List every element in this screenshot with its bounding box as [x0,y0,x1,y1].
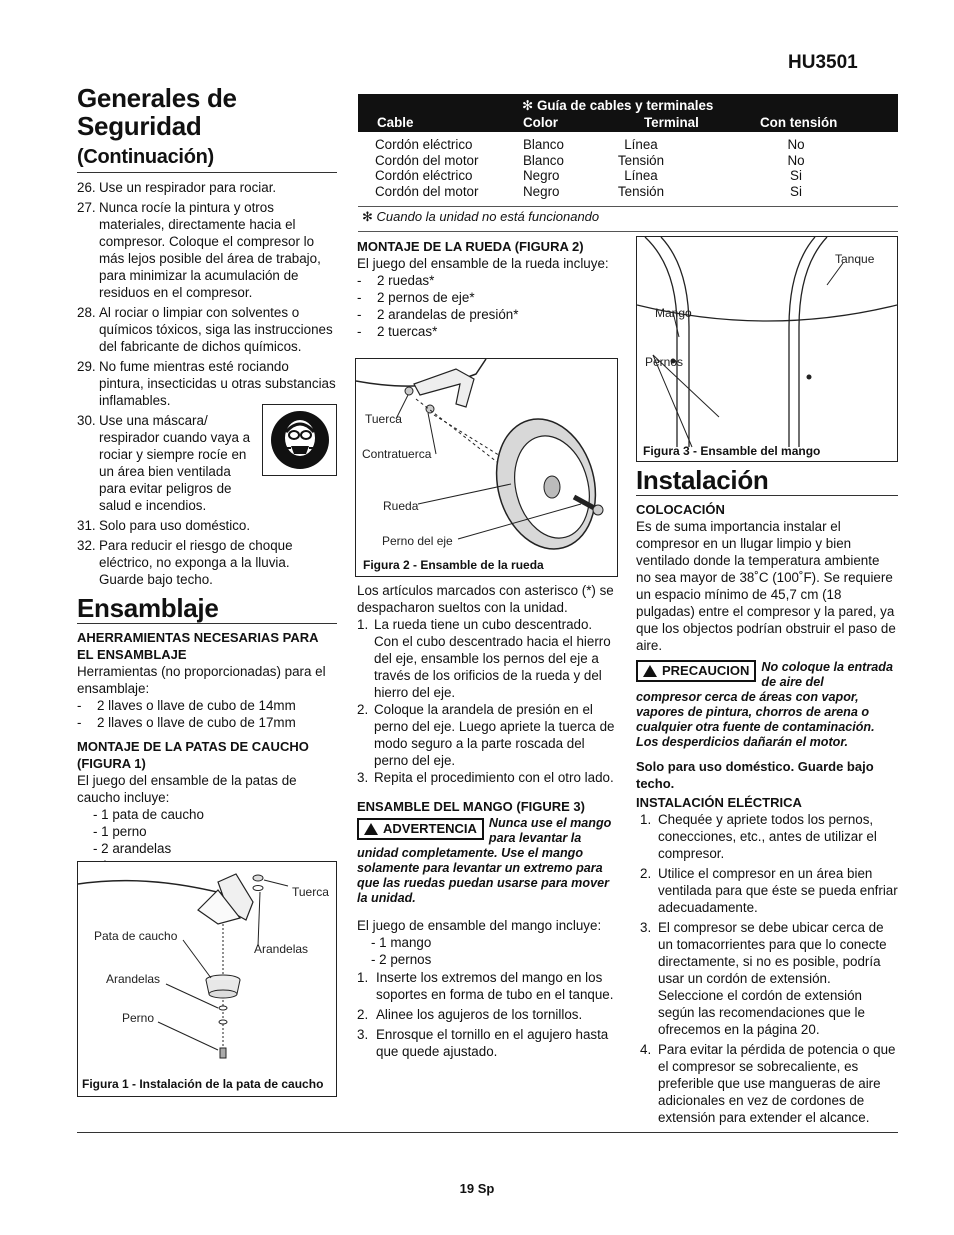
list-item [636,919,898,1038]
list-item-text: Solo para uso doméstico. [99,518,251,533]
table-cell: Negro [523,168,560,183]
middle-column [357,238,619,340]
handle-steps [357,969,619,1060]
tools-heading: AHERRAMIENTAS NECESARIAS PARA EL ENSAMBLAJE [77,630,318,662]
fig1-label-perno: Perno [122,1011,155,1025]
assembly-title: Ensamblaje [77,594,337,624]
feet-heading: MONTAJE DE LA PATAS DE CAUCHO (FIGURA 1) [77,739,309,771]
table-cell: Negro [523,183,560,199]
install-title: Instalación [636,466,898,496]
list-item [357,769,619,786]
table-cell: Tensión [617,152,665,168]
wheel-items [357,272,619,340]
list-item: - 2 arandelas [93,841,172,856]
table-cell: No [787,137,805,152]
list-item [357,1006,619,1023]
list-item [636,1041,898,1126]
list-item-text: No fume mientras esté rociando pintura, insecticidas u otras substancias inflamables. [99,359,336,408]
table-cell: Blanco [523,137,564,152]
list-item [357,701,619,769]
list-item [77,358,337,409]
list-item-text: Use una máscara/ respirador cuando vaya a rociar y siempre rocíe en un área bien ventilada para evitar peligros de salud e incendios. [99,413,251,513]
safety-list [77,179,337,588]
list-item-text: Coloque la arandela de presión en el perno del eje. Luego apriete la tuerca de modo seguro a la parte roscada del perno del eje. [374,702,615,768]
list-item-number: 2. [640,866,652,881]
handle-heading: ENSAMBLE DEL MANGO (FIGURE 3) [357,799,585,814]
list-item-text: Nunca rocíe la pintura y otros materiales, directamente hacia el compresor. Coloque el compresor lo más lejos posible del área de trabajo, para minimizar la acumulación de residuos en el compresor. [99,200,321,300]
list-item-number: 2. [357,1007,369,1022]
list-item-text: Chequée y apriete todos los pernos, conecciones, etc., antes de utilizar el compresor. [658,812,877,861]
table-cell: Cordón eléctrico [375,168,473,183]
fig2-caption: Figura 2 - Ensamble de la rueda [363,558,544,572]
fig1-label-arandelas-right: Arandelas [254,942,309,956]
table-cell: Si [790,183,802,199]
wheel-intro: El juego del ensamble de la rueda incluye: [357,256,609,271]
install-steps [636,811,898,1126]
safety-heading [77,84,337,173]
list-item [636,865,898,916]
list-item-number: 31. [77,518,96,533]
fig2-label-tuerca: Tuerca [365,412,402,426]
table-body [358,136,898,204]
wheel-steps [357,616,619,786]
caution-block [636,660,898,750]
list-item: - 1 mango [371,935,432,950]
table-cell: Cordón del motor [375,183,479,199]
tools-list [77,697,337,731]
col-header-tension: Con tensión [760,115,838,130]
wheel-note: Los artículos marcados con asterisco (*) se despacharon sueltos con la unidad. [357,583,614,615]
handle-drawing [637,237,897,461]
fig1-label-tuerca: Tuerca [292,885,329,899]
list-item [357,969,619,1003]
handle-items [357,934,619,968]
figure-2 [355,358,618,577]
table-cell: Línea [624,168,658,183]
placement-text: Es de suma importancia instalar el compresor en un llugar limpio y bien ventilado donde la temperatura ambiente no sea mayor de 38˚C (100˚F). Se requiere un espacio mínimo de 45,7 cm (18 pulgadas) entre el compresor y la pared, ya que los objectos podrían obstruir el paso de aire. [636,519,896,653]
caution-text-b: compresor cerca de áreas con vapor, vapores de pintura, chorros de arena o cualquier otra fuente de contaminación. Los desperdicios dañarán el motor. [636,690,875,749]
col-header-terminal: Terminal [644,115,699,130]
handle-warning-text-b: unidad completamente. Use el mango solamente para levantar un extremo para que las ruedas puedan usarse para mover la unidad. [357,846,609,905]
caution-text-a: No coloque la entrada de aire del [761,660,893,689]
table-cell: Si [790,168,802,183]
list-item [636,811,898,862]
wheel-heading: MONTAJE DE LA RUEDA (FIGURA 2) [357,239,584,254]
electrical-heading: INSTALACIÓN ELÉCTRICA [636,795,802,810]
page-number: 19 Sp [459,1181,495,1196]
fig3-label-mango: Mango [655,306,692,320]
advertencia-badge: ADVERTENCIA [357,818,484,840]
fig1-caption: Figura 1 - Instalación de la pata de caucho [82,1077,324,1091]
precaucion-badge: PRECAUCION [636,660,756,682]
table-cell: Blanco [523,152,564,168]
list-item-text: Use un respirador para rociar. [99,180,277,195]
figure-3 [636,236,898,462]
list-item-number: 1. [640,812,652,827]
list-item: - 2 tuercas* [357,324,438,339]
list-item-text: Repita el procedimiento con el otro lado. [374,770,614,785]
list-item-number: 3. [357,1027,369,1042]
handle-warning-text-a: Nunca use el mango para levantar la [488,816,612,845]
table-cell: Tensión [617,183,665,199]
fig3-caption: Figura 3 - Ensamble del mango [643,444,821,458]
list-item: - 1 perno [93,824,147,839]
fig2-label-perno: Perno del eje [382,534,453,548]
fig2-label-rueda: Rueda [383,499,419,513]
list-item-text: La rueda tiene un cubo descentrado. Con el cubo descentrado hacia el hierro del eje, ensamble los pernos del eje a través de los orificios de la rueda y del hierro del eje. [374,617,611,700]
table-cell: No [787,152,805,168]
list-item [357,1026,619,1060]
list-item-text: Utilice el compresor en un área bien ventilada para que éste se pueda enfriar adecuadamente. [658,866,898,915]
tools-intro: Herramientas (no proporcionadas) para el ensamblaje: [77,664,326,696]
list-item-number: 4. [640,1042,652,1057]
figure-1 [77,861,337,1097]
list-item-number: 32. [77,538,96,553]
footer-rule [77,1132,898,1133]
cable-guide-table [358,94,898,232]
list-item [77,517,337,534]
list-item: - 2 pernos de eje* [357,290,475,305]
fig2-label-contratuerca: Contratuerca [362,447,432,461]
table-title: ✻ Guía de cables y terminales [522,98,714,113]
list-item-text: Para reducir el riesgo de choque eléctrico, no exponga a la lluvia. Guarde bajo techo. [99,538,293,587]
list-item: - 2 pernos [371,952,432,967]
list-item-text: Al rociar o limpiar con solventes o químicos tóxicos, siga las instrucciones del fabricante de dichos químicos. [99,305,333,354]
table-cell: Cordón eléctrico [375,137,473,152]
fig3-label-pernos: Pernos [645,355,684,369]
safety-subtitle: (Continuación) [77,146,214,168]
list-item: - 1 pata de caucho [93,807,204,822]
feet-intro: El juego del ensamble de la patas de caucho incluye: [77,773,297,805]
fig1-label-pata: Pata de caucho [94,929,178,943]
placement-heading: COLOCACIÓN [636,502,725,517]
respirator-icon [262,404,337,476]
list-item-text: Inserte los extremos del mango en los soportes en forma de tubo en el tanque. [376,970,614,1002]
warning-triangle-icon [364,823,378,835]
list-item-number: 3. [640,920,652,935]
list-item-number: 3. [357,770,369,785]
wheel-steps-block [357,582,619,1060]
left-column [77,84,337,874]
handle-intro: El juego de ensamble del mango incluye: [357,918,602,933]
list-item-number: 28. [77,305,96,320]
list-item: - 2 ruedas* [357,273,435,288]
list-item: - 2 arandelas de presión* [357,307,519,322]
list-item-number: 27. [77,200,96,215]
list-item: - 2 llaves o llave de cubo de 14mm [77,698,296,713]
list-item-text: El compresor se debe ubicar cerca de un tomacorrientes para que lo conecte directamente, si no es posible, podría usar un cordón de extensión. Seleccione el cordón de extensión según las recomendaciones que le ofrecemos en la página 20. [658,920,887,1037]
list-item-text: Enrosque el tornillo en el agujero hasta que quede ajustado. [376,1027,609,1059]
model-number: HU3501 [788,52,858,73]
table-cell: Cordón del motor [375,152,479,168]
handle-warning [357,816,619,906]
list-item-number: 26. [77,180,96,195]
fig1-label-arandelas-left: Arandelas [106,972,161,986]
list-item-number: 29. [77,359,96,374]
list-item [77,199,337,301]
list-item-number: 2. [357,702,369,717]
list-item-text: Para evitar la pérdida de potencia o que el compresor se sobrecaliente, es preferible que use mangueras de aire adicionales en vez de cordones de extensión para extender el alcance. [658,1042,896,1125]
list-item-number: 1. [357,970,369,985]
table-note: ✻ Cuando la unidad no está funcionando [358,206,898,225]
list-item-number: 1. [357,617,369,632]
list-item: - 2 llaves o llave de cubo de 17mm [77,715,296,730]
list-item [77,179,337,196]
right-column [636,466,898,1126]
list-item-text: Alinee los agujeros de los tornillos. [376,1007,583,1022]
list-item [357,616,619,701]
table-cell: Línea [624,137,658,152]
col-header-color: Color [523,115,558,130]
domestic-note: Solo para uso doméstico. Guarde bajo techo. [636,759,874,791]
caution-triangle-icon [643,665,657,677]
safety-title: Generales de Seguridad [77,83,237,141]
fig3-label-tanque: Tanque [835,252,875,266]
col-header-cable: Cable [377,115,414,130]
list-item [77,304,337,355]
list-item-number: 30. [77,413,96,428]
list-item [77,537,337,588]
